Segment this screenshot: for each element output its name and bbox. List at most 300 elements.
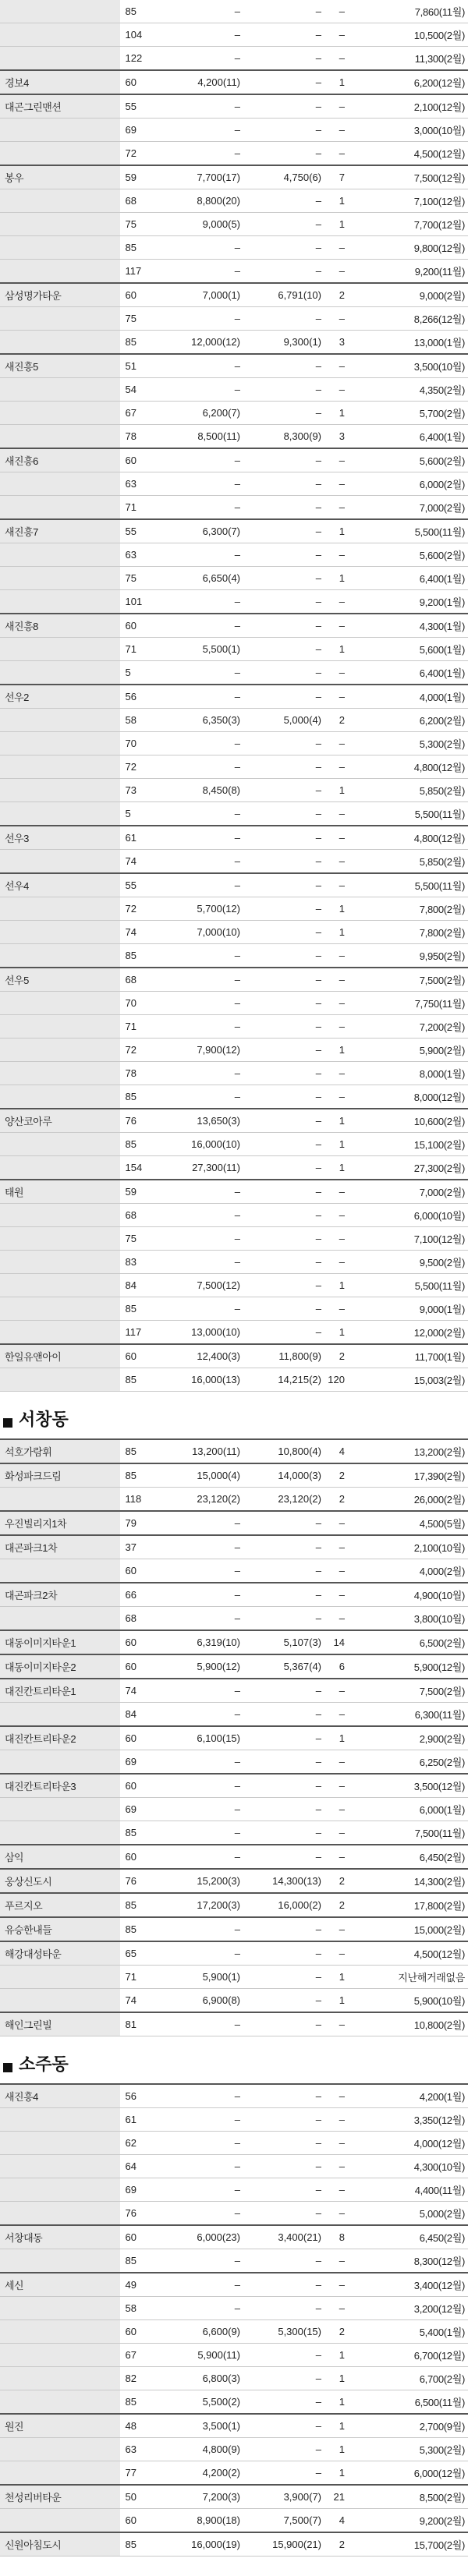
- trade-count-cell: –: [326, 1180, 348, 1204]
- area-cell: 81: [120, 2012, 161, 2036]
- table-row: [0, 543, 468, 567]
- max-price-cell: 3,500(12월): [348, 1774, 468, 1798]
- complex-name-cell: 대동이미지타운1: [0, 1630, 120, 1654]
- recent-price-cell: –: [161, 1703, 245, 1727]
- table-row: [0, 1726, 468, 1750]
- area-cell: 71: [120, 1966, 161, 1989]
- complex-name-cell: [0, 779, 120, 802]
- recent-price-cell: –: [161, 260, 245, 284]
- low-price-cell: 5,300(15): [245, 2320, 326, 2344]
- max-price-cell: 7,500(12월): [348, 165, 468, 189]
- recent-price-cell: –: [161, 307, 245, 331]
- complex-name-cell: 해강대성타운: [0, 1941, 120, 1966]
- low-price-cell: –: [245, 1917, 326, 1941]
- recent-price-cell: –: [161, 2249, 245, 2273]
- complex-name-cell: [0, 1607, 120, 1631]
- low-price-cell: 10,800(4): [245, 1439, 326, 1463]
- table-row: [0, 165, 468, 189]
- area-cell: 76: [120, 1869, 161, 1893]
- low-price-cell: –: [245, 2461, 326, 2486]
- trade-count-cell: –: [326, 1535, 348, 1559]
- area-cell: 60: [120, 2509, 161, 2533]
- max-price-cell: 4,800(12월): [348, 826, 468, 850]
- recent-price-cell: 7,900(12): [161, 1039, 245, 1062]
- max-price-cell: 7,100(12월): [348, 189, 468, 213]
- complex-name-cell: [0, 567, 120, 590]
- area-cell: 69: [120, 119, 161, 142]
- trade-count-cell: –: [326, 732, 348, 755]
- trade-count-cell: –: [326, 1750, 348, 1775]
- recent-price-cell: –: [161, 685, 245, 709]
- table-row: [0, 1344, 468, 1368]
- complex-name-cell: [0, 732, 120, 755]
- low-price-cell: 3,900(7): [245, 2485, 326, 2509]
- table-row: [0, 826, 468, 850]
- trade-count-cell: –: [326, 1085, 348, 1109]
- complex-name-cell: [0, 189, 120, 213]
- trade-count-cell: 1: [326, 1321, 348, 1345]
- trade-count-cell: –: [326, 755, 348, 779]
- complex-name-cell: [0, 425, 120, 449]
- max-price-cell: 4,800(12월): [348, 755, 468, 779]
- complex-name-cell: [0, 1321, 120, 1345]
- area-cell: 50: [120, 2485, 161, 2509]
- max-price-cell: 11,300(2월): [348, 47, 468, 71]
- area-cell: 76: [120, 1109, 161, 1133]
- max-price-cell: 3,500(10월): [348, 354, 468, 378]
- max-price-cell: 2,700(9월): [348, 2414, 468, 2438]
- complex-name-cell: 세신: [0, 2273, 120, 2297]
- table-row: [0, 2509, 468, 2533]
- trade-count-cell: –: [326, 1227, 348, 1251]
- area-cell: 77: [120, 2461, 161, 2486]
- recent-price-cell: –: [161, 1204, 245, 1227]
- low-price-cell: 5,367(4): [245, 1654, 326, 1679]
- complex-name-cell: [0, 2249, 120, 2273]
- low-price-cell: –: [245, 1726, 326, 1750]
- square-bullet-icon: [3, 1418, 12, 1428]
- max-price-cell: 6,300(11월): [348, 1703, 468, 1727]
- table-row: [0, 1180, 468, 1204]
- low-price-cell: –: [245, 213, 326, 236]
- complex-name-cell: [0, 1156, 120, 1180]
- complex-name-cell: [0, 1703, 120, 1727]
- low-price-cell: –: [245, 1297, 326, 1321]
- area-cell: 85: [120, 1463, 161, 1488]
- table-row: [0, 755, 468, 779]
- trade-count-cell: –: [326, 1607, 348, 1631]
- max-price-cell: 6,200(2월): [348, 709, 468, 732]
- table-row: [0, 1845, 468, 1869]
- table-row: [0, 2390, 468, 2415]
- trade-count-cell: 1: [326, 2390, 348, 2415]
- area-cell: 60: [120, 1774, 161, 1798]
- max-price-cell: 6,200(12월): [348, 70, 468, 94]
- trade-count-cell: –: [326, 590, 348, 614]
- trade-count-cell: 1: [326, 189, 348, 213]
- recent-price-cell: –: [161, 1774, 245, 1798]
- complex-name-cell: 푸르지오: [0, 1893, 120, 1917]
- complex-name-cell: 원진: [0, 2414, 120, 2438]
- trade-count-cell: –: [326, 802, 348, 826]
- trade-count-cell: 1: [326, 519, 348, 543]
- recent-price-cell: 7,000(10): [161, 921, 245, 944]
- area-cell: 56: [120, 2084, 161, 2108]
- square-bullet-icon: [3, 2063, 12, 2072]
- recent-price-cell: 13,200(11): [161, 1439, 245, 1463]
- recent-price-cell: –: [161, 236, 245, 260]
- low-price-cell: –: [245, 2344, 326, 2367]
- recent-price-cell: –: [161, 2178, 245, 2202]
- recent-price-cell: 16,000(13): [161, 1368, 245, 1392]
- low-price-cell: –: [245, 402, 326, 425]
- complex-name-cell: [0, 1821, 120, 1845]
- complex-name-cell: [0, 119, 120, 142]
- table-row: [0, 189, 468, 213]
- area-cell: 69: [120, 1798, 161, 1821]
- recent-price-cell: 6,300(7): [161, 519, 245, 543]
- area-cell: 85: [120, 0, 161, 23]
- trade-count-cell: 2: [326, 2532, 348, 2557]
- recent-price-cell: –: [161, 850, 245, 874]
- recent-price-cell: 12,400(3): [161, 1344, 245, 1368]
- table-row: [0, 260, 468, 284]
- low-price-cell: 4,750(6): [245, 165, 326, 189]
- table-row: [0, 2249, 468, 2273]
- area-cell: 76: [120, 2202, 161, 2226]
- table-row: [0, 897, 468, 921]
- complex-name-cell: [0, 1039, 120, 1062]
- recent-price-cell: –: [161, 543, 245, 567]
- max-price-cell: 9,200(2월): [348, 2509, 468, 2533]
- complex-name-cell: [0, 921, 120, 944]
- trade-count-cell: –: [326, 1297, 348, 1321]
- table-row: [0, 1821, 468, 1845]
- area-cell: 74: [120, 921, 161, 944]
- low-price-cell: –: [245, 2012, 326, 2036]
- complex-name-cell: 우진빌리지1차: [0, 1511, 120, 1535]
- trade-count-cell: –: [326, 1703, 348, 1727]
- recent-price-cell: 4,200(2): [161, 2461, 245, 2486]
- recent-price-cell: –: [161, 802, 245, 826]
- area-cell: 64: [120, 2155, 161, 2178]
- trade-count-cell: –: [326, 1204, 348, 1227]
- complex-name-cell: [0, 1750, 120, 1775]
- low-price-cell: 14,000(3): [245, 1463, 326, 1488]
- trade-count-cell: –: [326, 968, 348, 992]
- low-price-cell: –: [245, 1511, 326, 1535]
- area-cell: 71: [120, 1015, 161, 1039]
- max-price-cell: 5,500(11월): [348, 519, 468, 543]
- area-cell: 75: [120, 1227, 161, 1251]
- table-row: [0, 1917, 468, 1941]
- complex-name-cell: 대곤파크1차: [0, 1535, 120, 1559]
- table-row: [0, 2485, 468, 2509]
- low-price-cell: –: [245, 2084, 326, 2108]
- low-price-cell: –: [245, 755, 326, 779]
- recent-price-cell: 16,000(19): [161, 2532, 245, 2557]
- complex-name-cell: [0, 23, 120, 47]
- low-price-cell: –: [245, 2414, 326, 2438]
- table-row: [0, 1297, 468, 1321]
- complex-name-cell: [0, 992, 120, 1015]
- trade-count-cell: –: [326, 236, 348, 260]
- table-row: [0, 2532, 468, 2557]
- trade-count-cell: 1: [326, 2461, 348, 2486]
- complex-name-cell: [0, 1274, 120, 1297]
- recent-price-cell: 3,500(1): [161, 2414, 245, 2438]
- trade-count-cell: –: [326, 614, 348, 638]
- trade-count-cell: –: [326, 1511, 348, 1535]
- max-price-cell: 6,400(1월): [348, 425, 468, 449]
- max-price-cell: 8,000(12월): [348, 1085, 468, 1109]
- trade-count-cell: 1: [326, 1156, 348, 1180]
- table-row: [0, 2273, 468, 2297]
- low-price-cell: –: [245, 496, 326, 520]
- area-cell: 60: [120, 1344, 161, 1368]
- recent-price-cell: 6,900(8): [161, 1989, 245, 2013]
- complex-name-cell: [0, 2438, 120, 2461]
- trade-count-cell: 2: [326, 1488, 348, 1512]
- trade-count-cell: –: [326, 1559, 348, 1583]
- max-price-cell: 7,500(11월): [348, 1821, 468, 1845]
- trade-count-cell: 1: [326, 1726, 348, 1750]
- table-row: [0, 2178, 468, 2202]
- max-price-cell: 8,300(12월): [348, 2249, 468, 2273]
- recent-price-cell: –: [161, 732, 245, 755]
- max-price-cell: 6,000(12월): [348, 2461, 468, 2486]
- max-price-cell: 9,000(1월): [348, 1297, 468, 1321]
- table-row: [0, 1989, 468, 2013]
- low-price-cell: 5,000(4): [245, 709, 326, 732]
- table-row: [0, 448, 468, 472]
- max-price-cell: 5,500(11월): [348, 1274, 468, 1297]
- table-row: [0, 1133, 468, 1156]
- max-price-cell: 5,600(2월): [348, 448, 468, 472]
- complex-name-cell: 선우4: [0, 873, 120, 897]
- recent-price-cell: 6,650(4): [161, 567, 245, 590]
- complex-name-cell: 웅상신도시: [0, 1869, 120, 1893]
- recent-price-cell: –: [161, 378, 245, 402]
- max-price-cell: 4,300(1월): [348, 614, 468, 638]
- trade-count-cell: –: [326, 685, 348, 709]
- area-cell: 85: [120, 1893, 161, 1917]
- table-row: [0, 661, 468, 685]
- max-price-cell: 2,900(2월): [348, 1726, 468, 1750]
- max-price-cell: 4,350(2월): [348, 378, 468, 402]
- trade-count-cell: –: [326, 543, 348, 567]
- trade-count-cell: 2: [326, 1344, 348, 1368]
- area-cell: 67: [120, 402, 161, 425]
- max-price-cell: 17,390(2월): [348, 1463, 468, 1488]
- trade-count-cell: 1: [326, 1133, 348, 1156]
- trade-count-cell: 2: [326, 1893, 348, 1917]
- complex-name-cell: [0, 897, 120, 921]
- max-price-cell: 4,500(5월): [348, 1511, 468, 1535]
- area-cell: 51: [120, 354, 161, 378]
- table-row: [0, 2225, 468, 2249]
- recent-price-cell: –: [161, 661, 245, 685]
- area-cell: 78: [120, 1062, 161, 1085]
- complex-name-cell: [0, 402, 120, 425]
- area-cell: 63: [120, 472, 161, 496]
- complex-name-cell: [0, 1251, 120, 1274]
- table-row: [0, 992, 468, 1015]
- max-price-cell: 5,900(10월): [348, 1989, 468, 2013]
- complex-name-cell: 봉우: [0, 165, 120, 189]
- low-price-cell: –: [245, 519, 326, 543]
- recent-price-cell: –: [161, 1511, 245, 1535]
- area-cell: 154: [120, 1156, 161, 1180]
- recent-price-cell: –: [161, 590, 245, 614]
- low-price-cell: 5,107(3): [245, 1630, 326, 1654]
- max-price-cell: 3,350(12월): [348, 2108, 468, 2132]
- complex-name-cell: 새진흥4: [0, 2084, 120, 2108]
- complex-name-cell: [0, 2297, 120, 2320]
- max-price-cell: 6,700(2월): [348, 2367, 468, 2390]
- table-row: [0, 779, 468, 802]
- low-price-cell: –: [245, 2178, 326, 2202]
- low-price-cell: –: [245, 448, 326, 472]
- low-price-cell: 16,000(2): [245, 1893, 326, 1917]
- complex-name-cell: [0, 2132, 120, 2155]
- table-row: [0, 119, 468, 142]
- complex-name-cell: [0, 1062, 120, 1085]
- max-price-cell: 3,400(12월): [348, 2273, 468, 2297]
- max-price-cell: 3,200(12월): [348, 2297, 468, 2320]
- trade-count-cell: –: [326, 94, 348, 119]
- low-price-cell: –: [245, 944, 326, 968]
- complex-name-cell: [0, 1204, 120, 1227]
- trade-count-cell: –: [326, 1917, 348, 1941]
- complex-name-cell: 천성리버타운: [0, 2485, 120, 2509]
- max-price-cell: 7,500(2월): [348, 968, 468, 992]
- table-row: [0, 685, 468, 709]
- complex-name-cell: 새진흥5: [0, 354, 120, 378]
- area-cell: 72: [120, 897, 161, 921]
- complex-name-cell: [0, 142, 120, 166]
- trade-count-cell: –: [326, 1583, 348, 1607]
- recent-price-cell: –: [161, 1062, 245, 1085]
- recent-price-cell: –: [161, 968, 245, 992]
- recent-price-cell: 15,000(4): [161, 1463, 245, 1488]
- trade-count-cell: 2: [326, 709, 348, 732]
- trade-count-cell: 1: [326, 70, 348, 94]
- complex-name-cell: 신원아침도시: [0, 2532, 120, 2557]
- area-cell: 63: [120, 2438, 161, 2461]
- max-price-cell: 6,450(2월): [348, 1845, 468, 1869]
- trade-count-cell: –: [326, 2132, 348, 2155]
- low-price-cell: –: [245, 0, 326, 23]
- max-price-cell: 27,300(2월): [348, 1156, 468, 1180]
- trade-count-cell: –: [326, 1015, 348, 1039]
- complex-name-cell: 석호가람휘: [0, 1439, 120, 1463]
- complex-name-cell: [0, 661, 120, 685]
- max-price-cell: 9,800(12월): [348, 236, 468, 260]
- area-cell: 56: [120, 685, 161, 709]
- area-cell: 85: [120, 1368, 161, 1392]
- table-row: [0, 850, 468, 874]
- max-price-cell: 3,800(10월): [348, 1607, 468, 1631]
- trade-count-cell: 1: [326, 1039, 348, 1062]
- trade-count-cell: 6: [326, 1654, 348, 1679]
- complex-name-cell: 대진칸트리타운3: [0, 1774, 120, 1798]
- low-price-cell: –: [245, 1204, 326, 1227]
- max-price-cell: 13,200(2월): [348, 1439, 468, 1463]
- table-row: [0, 1251, 468, 1274]
- complex-name-cell: 대곤파크2차: [0, 1583, 120, 1607]
- recent-price-cell: 4,800(9): [161, 2438, 245, 2461]
- recent-price-cell: –: [161, 1821, 245, 1845]
- recent-price-cell: –: [161, 1917, 245, 1941]
- complex-name-cell: 한일유앤아이: [0, 1344, 120, 1368]
- complex-name-cell: [0, 1085, 120, 1109]
- low-price-cell: –: [245, 307, 326, 331]
- trade-count-cell: –: [326, 448, 348, 472]
- trade-count-cell: 21: [326, 2485, 348, 2509]
- trade-count-cell: 2: [326, 2320, 348, 2344]
- max-price-cell: 6,700(12월): [348, 2344, 468, 2367]
- table-row: [0, 1941, 468, 1966]
- complex-name-cell: [0, 2178, 120, 2202]
- low-price-cell: 8,300(9): [245, 425, 326, 449]
- area-cell: 85: [120, 1297, 161, 1321]
- recent-price-cell: 13,000(10): [161, 1321, 245, 1345]
- low-price-cell: 23,120(2): [245, 1488, 326, 1512]
- table-row: [0, 519, 468, 543]
- complex-name-cell: 새진흥7: [0, 519, 120, 543]
- max-price-cell: 5,500(11월): [348, 873, 468, 897]
- trade-count-cell: –: [326, 354, 348, 378]
- max-price-cell: 11,700(1월): [348, 1344, 468, 1368]
- complex-name-cell: [0, 1133, 120, 1156]
- recent-price-cell: 15,200(3): [161, 1869, 245, 1893]
- recent-price-cell: 4,200(11): [161, 70, 245, 94]
- table-row: [0, 1062, 468, 1085]
- area-cell: 68: [120, 189, 161, 213]
- table-row: [0, 378, 468, 402]
- trade-count-cell: 4: [326, 1439, 348, 1463]
- low-price-cell: 9,300(1): [245, 331, 326, 355]
- area-cell: 72: [120, 1039, 161, 1062]
- table-row: [0, 1463, 468, 1488]
- trade-count-cell: –: [326, 2108, 348, 2132]
- low-price-cell: –: [245, 1227, 326, 1251]
- trade-count-cell: 1: [326, 1274, 348, 1297]
- trade-count-cell: –: [326, 1798, 348, 1821]
- max-price-cell: 13,000(1월): [348, 331, 468, 355]
- area-cell: 5: [120, 802, 161, 826]
- max-price-cell: 7,800(2월): [348, 921, 468, 944]
- area-cell: 70: [120, 732, 161, 755]
- low-price-cell: –: [245, 590, 326, 614]
- max-price-cell: 4,200(1월): [348, 2084, 468, 2108]
- trade-count-cell: –: [326, 1941, 348, 1966]
- table-row: [0, 1654, 468, 1679]
- low-price-cell: –: [245, 1941, 326, 1966]
- table-row: [0, 2320, 468, 2344]
- max-price-cell: 6,400(1월): [348, 661, 468, 685]
- max-price-cell: 26,000(2월): [348, 1488, 468, 1512]
- trade-count-cell: –: [326, 0, 348, 23]
- trade-count-cell: –: [326, 1774, 348, 1798]
- max-price-cell: 8,500(2월): [348, 2485, 468, 2509]
- low-price-cell: –: [245, 921, 326, 944]
- trade-count-cell: –: [326, 1845, 348, 1869]
- low-price-cell: –: [245, 70, 326, 94]
- area-cell: 59: [120, 165, 161, 189]
- complex-name-cell: [0, 472, 120, 496]
